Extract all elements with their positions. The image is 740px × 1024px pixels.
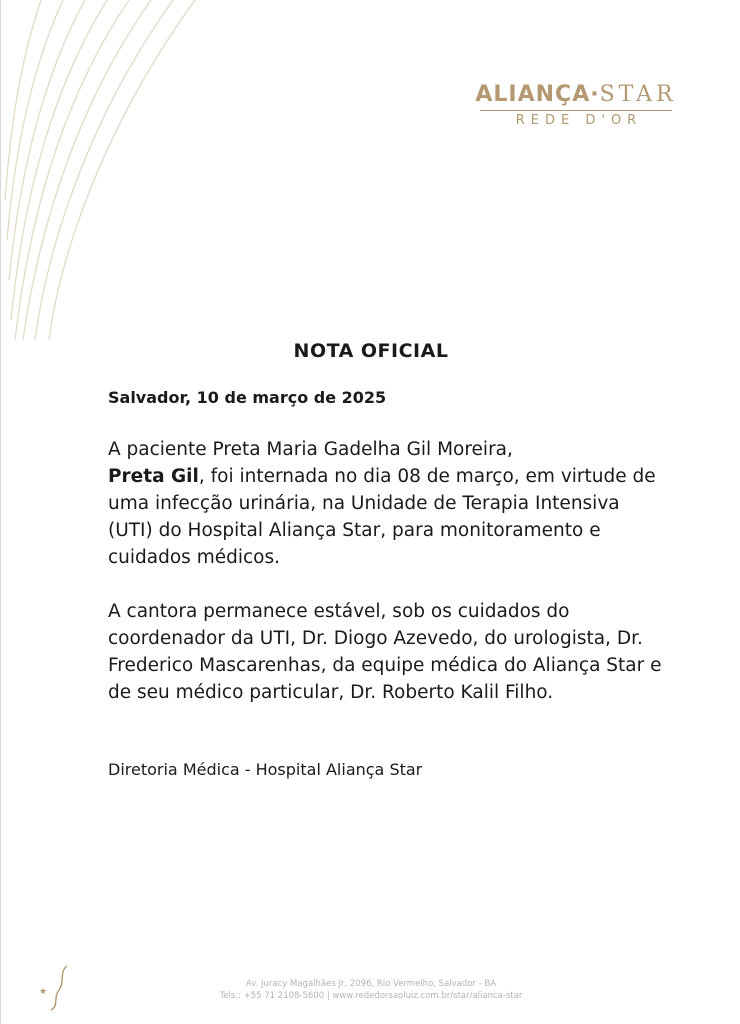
patient-name-bold: Preta Gil bbox=[108, 466, 199, 487]
footer-contact: Tels.: +55 71 2108-5600 | www.rededorsaoluiz.com.br/star/alianca-star bbox=[219, 991, 523, 1001]
logo-brand: ALIANÇA bbox=[475, 82, 591, 107]
paragraph-lead: A paciente Preta Maria Gadelha Gil Moreira, bbox=[108, 439, 513, 460]
paragraph-status: A cantora permanece estável, sob os cuidados do coordenador da UTI, Dr. Diogo Azevedo, do urologista, Dr. Frederico Mascarenhas, da equipe médica do Aliança Star e de seu médico particular, Dr. Roberto Kalil Filho. bbox=[108, 601, 662, 703]
footer-address: Av. Juracy Magalhães Jr, 2096, Rio Vermelho, Salvador - BA bbox=[245, 979, 497, 989]
document-title: NOTA OFICIAL bbox=[293, 340, 449, 362]
signature: Diretoria Médica - Hospital Aliança Star bbox=[108, 760, 423, 779]
decorative-waves bbox=[1, 0, 201, 340]
document-date: Salvador, 10 de março de 2025 bbox=[108, 388, 387, 407]
paragraph-rest: , foi internada no dia 08 de março, em virtude de uma infecção urinária, na Unidade de Terapia Intensiva (UTI) do Hospital Aliança Star, para monitoramento e cuidados médicos. bbox=[108, 466, 656, 568]
svg-text:★: ★ bbox=[39, 987, 48, 997]
logo-star-icon: · bbox=[590, 82, 600, 107]
logo-brand-star: STAR bbox=[599, 82, 677, 107]
hospital-logo bbox=[471, 82, 681, 128]
paragraph-admission bbox=[108, 436, 668, 571]
footer bbox=[1, 978, 740, 1002]
logo-divider bbox=[480, 110, 672, 111]
logo-wordmark bbox=[471, 82, 681, 107]
logo-subtitle: REDE D'OR bbox=[515, 113, 643, 128]
